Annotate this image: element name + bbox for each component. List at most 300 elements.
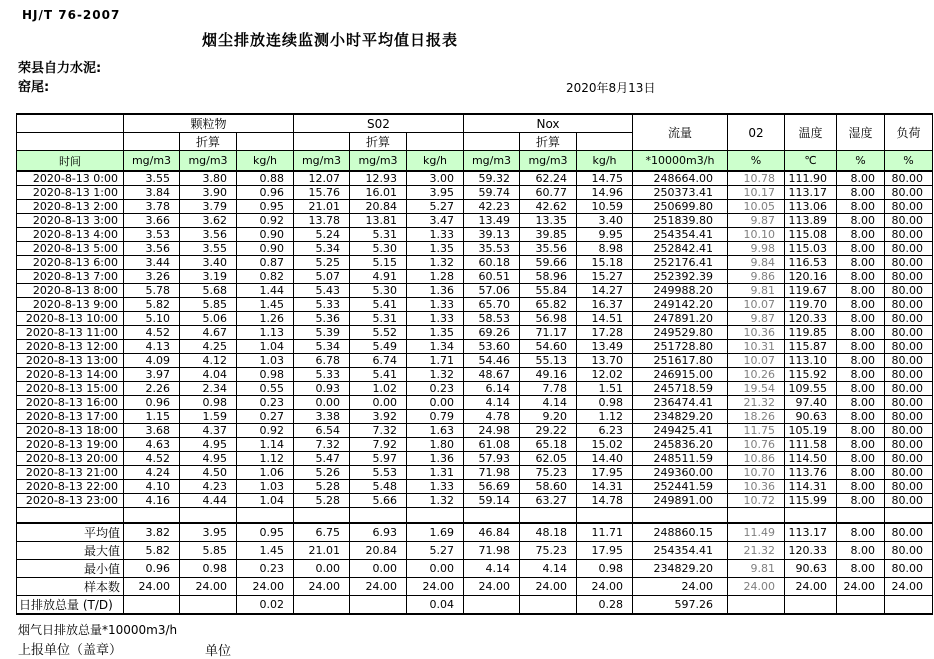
cell-empty xyxy=(633,508,728,524)
cell-o2: 10.17 xyxy=(728,186,785,200)
unit-kgh: kg/h xyxy=(577,151,633,172)
cell-nox-mgm3: 24.00 xyxy=(464,578,520,596)
cell-so2-converted: 5.41 xyxy=(350,298,407,312)
cell-so2-converted: 5.66 xyxy=(350,494,407,508)
cell-temperature: 115.92 xyxy=(785,368,837,382)
table-row xyxy=(17,270,933,284)
cell-so2-mgm3: 5.28 xyxy=(294,480,350,494)
cell-nox-mgm3: 56.69 xyxy=(464,480,520,494)
footnote-report-unit: 上报单位（盖章） xyxy=(18,643,123,658)
cell-empty xyxy=(180,508,237,524)
cell-nox-mgm3: 59.32 xyxy=(464,171,520,186)
cell-nox-kgh: 14.51 xyxy=(577,312,633,326)
cell-empty xyxy=(237,508,294,524)
cell-pm-kgh: 1.06 xyxy=(237,466,294,480)
cell-time: 2020-8-13 21:00 xyxy=(17,466,124,480)
cell-flow: 251839.80 xyxy=(633,214,728,228)
cell-nox-kgh: 13.49 xyxy=(577,340,633,354)
report-table-wrap xyxy=(16,113,933,615)
cell-time: 2020-8-13 22:00 xyxy=(17,480,124,494)
header-group-so2: S02 xyxy=(294,114,464,133)
cell-so2-kgh: 1.80 xyxy=(407,438,464,452)
header-group-nox: Nox xyxy=(464,114,633,133)
cell-so2-mgm3: 5.39 xyxy=(294,326,350,340)
cell-pm-mgm3: 4.24 xyxy=(124,466,180,480)
cell-nox-kgh: 13.70 xyxy=(577,354,633,368)
cell-so2-converted: 5.97 xyxy=(350,452,407,466)
header-blank xyxy=(294,133,350,151)
table-row xyxy=(17,410,933,424)
cell-load: 80.00 xyxy=(885,312,933,326)
cell-so2-mgm3: 12.07 xyxy=(294,171,350,186)
header-converted-pm: 折算 xyxy=(180,133,237,151)
cell-nox-converted: 58.60 xyxy=(520,480,577,494)
cell-flow: 249360.00 xyxy=(633,466,728,480)
cell-nox-converted: 13.35 xyxy=(520,214,577,228)
table-row xyxy=(17,298,933,312)
cell-humidity: 8.00 xyxy=(837,256,885,270)
cell-load: 80.00 xyxy=(885,494,933,508)
cell-load: 80.00 xyxy=(885,228,933,242)
cell-so2-mgm3: 5.47 xyxy=(294,452,350,466)
cell-nox-converted xyxy=(520,596,577,615)
cell-nox-mgm3: 59.14 xyxy=(464,494,520,508)
cell-humidity: 8.00 xyxy=(837,368,885,382)
cell-load: 80.00 xyxy=(885,542,933,560)
summary-row xyxy=(17,523,933,542)
cell-time: 2020-8-13 7:00 xyxy=(17,270,124,284)
cell-so2-kgh: 1.33 xyxy=(407,480,464,494)
cell-temperature: 113.89 xyxy=(785,214,837,228)
header-corner xyxy=(17,114,124,133)
cell-pm-converted: 3.40 xyxy=(180,256,237,270)
cell-pm-mgm3: 3.56 xyxy=(124,242,180,256)
cell-nox-converted: 62.24 xyxy=(520,171,577,186)
cell-humidity: 8.00 xyxy=(837,312,885,326)
cell-nox-mgm3: 59.74 xyxy=(464,186,520,200)
cell-so2-converted xyxy=(350,596,407,615)
cell-nox-converted: 55.84 xyxy=(520,284,577,298)
cell-nox-kgh: 14.96 xyxy=(577,186,633,200)
cell-nox-converted: 9.20 xyxy=(520,410,577,424)
cell-nox-kgh: 9.95 xyxy=(577,228,633,242)
cell-so2-kgh: 1.31 xyxy=(407,466,464,480)
table-row xyxy=(17,396,933,410)
cell-empty xyxy=(728,508,785,524)
cell-pm-kgh: 1.14 xyxy=(237,438,294,452)
cell-pm-converted: 24.00 xyxy=(180,578,237,596)
cell-pm-converted: 5.06 xyxy=(180,312,237,326)
cell-so2-converted: 20.84 xyxy=(350,542,407,560)
cell-flow: 248664.00 xyxy=(633,171,728,186)
cell-pm-converted: 5.85 xyxy=(180,298,237,312)
cell-nox-converted: 75.23 xyxy=(520,466,577,480)
table-row xyxy=(17,256,933,270)
cell-load: 80.00 xyxy=(885,242,933,256)
cell-pm-mgm3: 24.00 xyxy=(124,578,180,596)
header-temperature: 温度 xyxy=(785,114,837,151)
cell-so2-mgm3: 3.38 xyxy=(294,410,350,424)
cell-load: 80.00 xyxy=(885,560,933,578)
cell-o2: 19.54 xyxy=(728,382,785,396)
cell-nox-converted: 58.96 xyxy=(520,270,577,284)
cell-so2-converted: 5.31 xyxy=(350,312,407,326)
cell-pm-mgm3: 3.26 xyxy=(124,270,180,284)
cell-nox-kgh: 12.02 xyxy=(577,368,633,382)
cell-flow: 252176.41 xyxy=(633,256,728,270)
cell-time: 2020-8-13 6:00 xyxy=(17,256,124,270)
cell-time: 2020-8-13 8:00 xyxy=(17,284,124,298)
cell-load: 80.00 xyxy=(885,340,933,354)
cell-load: 80.00 xyxy=(885,298,933,312)
cell-pm-mgm3: 5.82 xyxy=(124,298,180,312)
cell-humidity: 8.00 xyxy=(837,396,885,410)
cell-so2-mgm3: 5.33 xyxy=(294,368,350,382)
cell-so2-mgm3: 13.78 xyxy=(294,214,350,228)
cell-nox-mgm3 xyxy=(464,596,520,615)
cell-nox-kgh: 14.40 xyxy=(577,452,633,466)
cell-temperature: 111.90 xyxy=(785,171,837,186)
cell-so2-converted: 6.93 xyxy=(350,523,407,542)
cell-pm-kgh: 0.90 xyxy=(237,242,294,256)
cell-pm-converted: 5.68 xyxy=(180,284,237,298)
cell-nox-mgm3: 54.46 xyxy=(464,354,520,368)
report-date: 2020年8月13日 xyxy=(566,81,656,95)
cell-so2-kgh: 5.27 xyxy=(407,542,464,560)
table-row xyxy=(17,424,933,438)
cell-nox-mgm3: 71.98 xyxy=(464,542,520,560)
cell-o2: 10.07 xyxy=(728,298,785,312)
cell-humidity: 8.00 xyxy=(837,340,885,354)
cell-pm-mgm3: 3.55 xyxy=(124,171,180,186)
cell-humidity: 8.00 xyxy=(837,354,885,368)
cell-so2-kgh: 3.47 xyxy=(407,214,464,228)
cell-so2-mgm3: 5.26 xyxy=(294,466,350,480)
cell-load: 80.00 xyxy=(885,171,933,186)
cell-humidity: 8.00 xyxy=(837,452,885,466)
cell-load: 80.00 xyxy=(885,270,933,284)
cell-flow: 252441.59 xyxy=(633,480,728,494)
cell-nox-mgm3: 61.08 xyxy=(464,438,520,452)
cell-nox-converted: 63.27 xyxy=(520,494,577,508)
cell-temperature xyxy=(785,596,837,615)
header-converted-so2: 折算 xyxy=(350,133,407,151)
cell-nox-kgh: 17.28 xyxy=(577,326,633,340)
cell-load: 80.00 xyxy=(885,410,933,424)
cell-so2-mgm3: 5.24 xyxy=(294,228,350,242)
cell-so2-mgm3: 0.93 xyxy=(294,382,350,396)
cell-empty xyxy=(124,508,180,524)
cell-nox-mgm3: 46.84 xyxy=(464,523,520,542)
cell-so2-kgh: 1.33 xyxy=(407,228,464,242)
cell-time: 2020-8-13 12:00 xyxy=(17,340,124,354)
cell-pm-converted: 2.34 xyxy=(180,382,237,396)
cell-pm-mgm3: 3.44 xyxy=(124,256,180,270)
cell-pm-mgm3 xyxy=(124,596,180,615)
cell-nox-converted: 62.05 xyxy=(520,452,577,466)
unit-kgh: kg/h xyxy=(237,151,294,172)
cell-nox-converted: 35.56 xyxy=(520,242,577,256)
cell-flow: 250699.80 xyxy=(633,200,728,214)
cell-o2: 10.86 xyxy=(728,452,785,466)
cell-humidity: 8.00 xyxy=(837,560,885,578)
cell-pm-kgh: 0.96 xyxy=(237,186,294,200)
cell-so2-kgh: 1.35 xyxy=(407,242,464,256)
cell-so2-kgh: 1.71 xyxy=(407,354,464,368)
cell-pm-converted xyxy=(180,596,237,615)
cell-pm-kgh: 1.13 xyxy=(237,326,294,340)
cell-nox-mgm3: 60.51 xyxy=(464,270,520,284)
cell-humidity: 8.00 xyxy=(837,242,885,256)
unit-mgm3: mg/m3 xyxy=(464,151,520,172)
cell-temperature: 113.06 xyxy=(785,200,837,214)
cell-time: 2020-8-13 11:00 xyxy=(17,326,124,340)
cell-nox-kgh: 16.37 xyxy=(577,298,633,312)
cell-nox-kgh: 11.71 xyxy=(577,523,633,542)
cell-pm-kgh: 1.03 xyxy=(237,480,294,494)
cell-nox-converted: 49.16 xyxy=(520,368,577,382)
table-row xyxy=(17,200,933,214)
cell-pm-converted: 3.55 xyxy=(180,242,237,256)
cell-temperature: 113.10 xyxy=(785,354,837,368)
cell-nox-converted: 39.85 xyxy=(520,228,577,242)
table-row xyxy=(17,452,933,466)
cell-o2: 10.78 xyxy=(728,171,785,186)
cell-time: 2020-8-13 0:00 xyxy=(17,171,124,186)
cell-humidity: 8.00 xyxy=(837,466,885,480)
cell-load: 80.00 xyxy=(885,354,933,368)
cell-pm-mgm3: 2.26 xyxy=(124,382,180,396)
cell-pm-kgh: 0.95 xyxy=(237,523,294,542)
cell-flow: 597.26 xyxy=(633,596,728,615)
cell-load: 24.00 xyxy=(885,578,933,596)
total-row xyxy=(17,596,933,615)
cell-time: 2020-8-13 20:00 xyxy=(17,452,124,466)
summary-row xyxy=(17,578,933,596)
cell-pm-mgm3: 4.10 xyxy=(124,480,180,494)
cell-temperature: 116.53 xyxy=(785,256,837,270)
cell-nox-mgm3: 57.93 xyxy=(464,452,520,466)
cell-nox-mgm3: 57.06 xyxy=(464,284,520,298)
cell-nox-kgh: 8.98 xyxy=(577,242,633,256)
cell-empty xyxy=(885,508,933,524)
cell-humidity: 8.00 xyxy=(837,214,885,228)
table-row xyxy=(17,228,933,242)
cell-nox-mgm3: 13.49 xyxy=(464,214,520,228)
cell-humidity: 8.00 xyxy=(837,200,885,214)
cell-temperature: 24.00 xyxy=(785,578,837,596)
cell-time: 2020-8-13 23:00 xyxy=(17,494,124,508)
page-title: 烟尘排放连续监测小时平均值日报表 xyxy=(201,31,458,49)
cell-so2-mgm3: 6.75 xyxy=(294,523,350,542)
header-blank xyxy=(17,133,124,151)
cell-nox-kgh: 14.75 xyxy=(577,171,633,186)
cell-so2-converted: 7.92 xyxy=(350,438,407,452)
cell-pm-kgh: 1.04 xyxy=(237,494,294,508)
summary-label: 样本数 xyxy=(17,578,124,596)
cell-pm-mgm3: 3.78 xyxy=(124,200,180,214)
cell-temperature: 111.58 xyxy=(785,438,837,452)
header-units-row xyxy=(17,151,933,172)
cell-temperature: 113.17 xyxy=(785,186,837,200)
cell-pm-converted: 3.90 xyxy=(180,186,237,200)
cell-pm-kgh: 0.87 xyxy=(237,256,294,270)
cell-nox-converted: 54.60 xyxy=(520,340,577,354)
cell-humidity: 8.00 xyxy=(837,494,885,508)
cell-nox-kgh: 1.51 xyxy=(577,382,633,396)
header-blank xyxy=(124,133,180,151)
cell-temperature: 114.50 xyxy=(785,452,837,466)
cell-pm-kgh: 0.82 xyxy=(237,270,294,284)
cell-temperature: 119.70 xyxy=(785,298,837,312)
cell-empty xyxy=(577,508,633,524)
cell-temperature: 120.33 xyxy=(785,312,837,326)
cell-o2: 10.36 xyxy=(728,326,785,340)
cell-pm-mgm3: 0.96 xyxy=(124,560,180,578)
cell-pm-mgm3: 3.53 xyxy=(124,228,180,242)
cell-so2-kgh: 0.79 xyxy=(407,410,464,424)
cell-nox-kgh: 15.27 xyxy=(577,270,633,284)
cell-humidity: 8.00 xyxy=(837,171,885,186)
cell-humidity: 8.00 xyxy=(837,186,885,200)
footnote-unit: 单位 xyxy=(205,644,232,659)
table-row xyxy=(17,326,933,340)
cell-so2-kgh: 0.00 xyxy=(407,560,464,578)
cell-pm-mgm3: 4.13 xyxy=(124,340,180,354)
cell-pm-kgh: 0.55 xyxy=(237,382,294,396)
cell-nox-mgm3: 4.14 xyxy=(464,396,520,410)
cell-so2-kgh: 1.32 xyxy=(407,494,464,508)
cell-humidity: 8.00 xyxy=(837,523,885,542)
cell-pm-mgm3: 1.15 xyxy=(124,410,180,424)
cell-load: 80.00 xyxy=(885,186,933,200)
summary-label: 最大值 xyxy=(17,542,124,560)
cell-empty xyxy=(17,508,124,524)
cell-flow: 254354.41 xyxy=(633,542,728,560)
cell-nox-converted: 59.66 xyxy=(520,256,577,270)
cell-so2-mgm3: 0.00 xyxy=(294,560,350,578)
table-row xyxy=(17,312,933,326)
cell-flow: 245718.59 xyxy=(633,382,728,396)
cell-o2: 9.87 xyxy=(728,214,785,228)
table-row xyxy=(17,494,933,508)
cell-o2: 11.75 xyxy=(728,424,785,438)
cell-so2-kgh: 1.36 xyxy=(407,452,464,466)
cell-humidity: 8.00 xyxy=(837,270,885,284)
cell-temperature: 90.63 xyxy=(785,560,837,578)
cell-flow: 254354.41 xyxy=(633,228,728,242)
cell-so2-converted: 0.00 xyxy=(350,560,407,578)
cell-humidity: 8.00 xyxy=(837,438,885,452)
cell-nox-kgh: 24.00 xyxy=(577,578,633,596)
cell-so2-kgh: 1.34 xyxy=(407,340,464,354)
table-row xyxy=(17,354,933,368)
cell-so2-mgm3: 24.00 xyxy=(294,578,350,596)
cell-time: 2020-8-13 16:00 xyxy=(17,396,124,410)
cell-nox-kgh: 14.27 xyxy=(577,284,633,298)
cell-time: 2020-8-13 9:00 xyxy=(17,298,124,312)
cell-o2: 9.86 xyxy=(728,270,785,284)
unit-mgm3: mg/m3 xyxy=(294,151,350,172)
cell-nox-mgm3: 71.98 xyxy=(464,466,520,480)
cell-o2: 10.76 xyxy=(728,438,785,452)
cell-time: 2020-8-13 10:00 xyxy=(17,312,124,326)
cell-so2-converted: 24.00 xyxy=(350,578,407,596)
cell-nox-mgm3: 35.53 xyxy=(464,242,520,256)
cell-flow: 252842.41 xyxy=(633,242,728,256)
cell-pm-mgm3: 0.96 xyxy=(124,396,180,410)
cell-so2-kgh: 1.35 xyxy=(407,326,464,340)
cell-temperature: 119.85 xyxy=(785,326,837,340)
cell-pm-mgm3: 3.97 xyxy=(124,368,180,382)
cell-o2: 21.32 xyxy=(728,542,785,560)
cell-load: 80.00 xyxy=(885,424,933,438)
cell-nox-mgm3: 48.67 xyxy=(464,368,520,382)
cell-so2-kgh: 1.33 xyxy=(407,298,464,312)
cell-time: 2020-8-13 17:00 xyxy=(17,410,124,424)
cell-flow: 250373.41 xyxy=(633,186,728,200)
cell-pm-converted: 3.95 xyxy=(180,523,237,542)
cell-load: 80.00 xyxy=(885,466,933,480)
cell-pm-converted: 4.37 xyxy=(180,424,237,438)
cell-o2: 11.49 xyxy=(728,523,785,542)
cell-time: 2020-8-13 2:00 xyxy=(17,200,124,214)
cell-so2-converted: 4.91 xyxy=(350,270,407,284)
cell-pm-kgh: 0.23 xyxy=(237,560,294,578)
cell-so2-mgm3: 5.34 xyxy=(294,242,350,256)
cell-so2-mgm3: 5.34 xyxy=(294,340,350,354)
table-row xyxy=(17,284,933,298)
cell-empty xyxy=(785,508,837,524)
cell-nox-converted: 75.23 xyxy=(520,542,577,560)
cell-flow: 24.00 xyxy=(633,578,728,596)
cell-so2-converted: 5.15 xyxy=(350,256,407,270)
cell-temperature: 120.16 xyxy=(785,270,837,284)
cell-nox-kgh: 3.40 xyxy=(577,214,633,228)
cell-so2-kgh: 1.32 xyxy=(407,368,464,382)
summary-row xyxy=(17,560,933,578)
cell-pm-converted: 3.62 xyxy=(180,214,237,228)
cell-flow: 249988.20 xyxy=(633,284,728,298)
cell-time: 2020-8-13 15:00 xyxy=(17,382,124,396)
table-row xyxy=(17,368,933,382)
cell-so2-converted: 1.02 xyxy=(350,382,407,396)
cell-flow: 251617.80 xyxy=(633,354,728,368)
cell-empty xyxy=(464,508,520,524)
cell-humidity: 24.00 xyxy=(837,578,885,596)
cell-nox-kgh: 10.59 xyxy=(577,200,633,214)
cell-nox-converted: 48.18 xyxy=(520,523,577,542)
cell-pm-kgh: 1.45 xyxy=(237,542,294,560)
cell-empty xyxy=(350,508,407,524)
cell-pm-converted: 3.80 xyxy=(180,171,237,186)
cell-nox-converted: 7.78 xyxy=(520,382,577,396)
table-row xyxy=(17,438,933,452)
header-blank xyxy=(407,133,464,151)
cell-pm-kgh: 24.00 xyxy=(237,578,294,596)
cell-humidity: 8.00 xyxy=(837,542,885,560)
cell-pm-kgh: 0.92 xyxy=(237,424,294,438)
cell-pm-mgm3: 4.52 xyxy=(124,326,180,340)
cell-so2-mgm3 xyxy=(294,596,350,615)
cell-nox-mgm3: 6.14 xyxy=(464,382,520,396)
cell-pm-kgh: 0.92 xyxy=(237,214,294,228)
cell-pm-converted: 4.67 xyxy=(180,326,237,340)
cell-pm-converted: 4.12 xyxy=(180,354,237,368)
cell-temperature: 113.17 xyxy=(785,523,837,542)
total-label: 日排放总量 (T/D) xyxy=(17,596,124,615)
table-row xyxy=(17,186,933,200)
